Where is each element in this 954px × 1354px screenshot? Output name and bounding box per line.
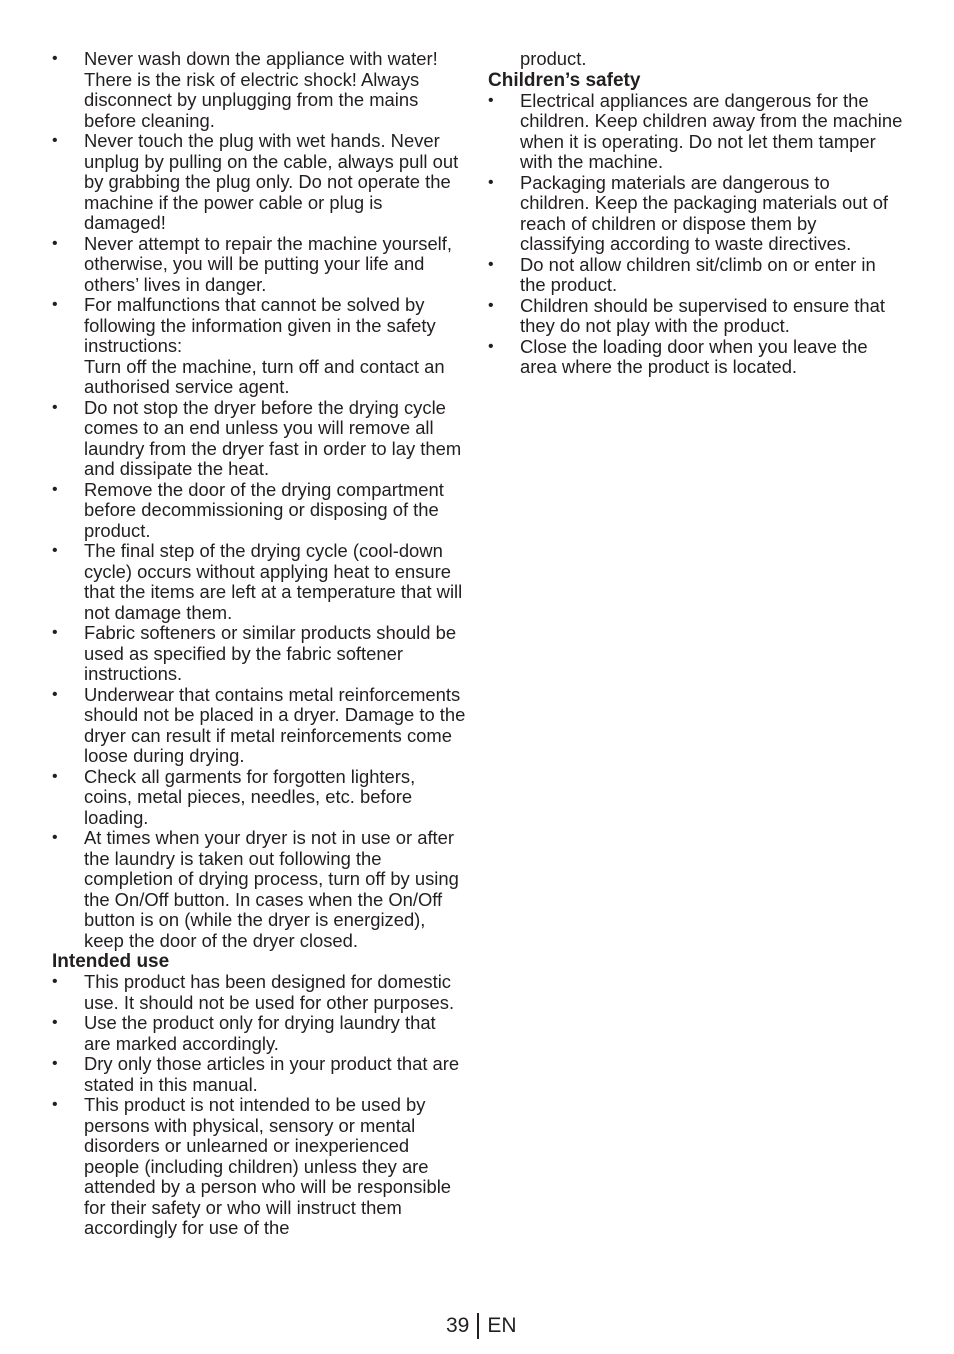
bullet-glyph: • <box>488 337 494 355</box>
list-item: • Never attempt to repair the machine yourself, otherwise, you will be putting your life and others’ lives in danger. <box>52 232 452 295</box>
list-item: • Close the loading door when you leave the area where the product is located. <box>488 335 868 377</box>
list-item: • Use the product only for drying laundry that are marked accordingly. <box>52 1012 436 1054</box>
bullet-glyph: • <box>52 767 58 785</box>
left-column <box>52 49 467 1239</box>
list-item: • Dry only those articles in your product that are stated in this manual. <box>52 1053 460 1095</box>
page-number: 39 <box>446 1314 470 1337</box>
footer-separator <box>477 1313 479 1339</box>
list-item: • At times when your dryer is not in use or after the laundry is taken out following the completion of drying process, turn off by using the On/Off button. In cases when the On/Off button is on (while the dryer is energized), keep the door of the dryer closed. <box>52 827 459 951</box>
list-item: • Never touch the plug with wet hands. Never unplug by pulling on the cable, always pull out by grabbing the plug only. Do not operate the machine if the power cable or plug is damaged! <box>52 130 459 233</box>
bullet-glyph: • <box>52 829 58 846</box>
bullet-glyph: • <box>52 1096 58 1113</box>
list-item: • Fabric softeners or similar products should be used as specified by the fabric softener instructions. <box>52 622 457 684</box>
bullet-glyph: • <box>52 234 58 252</box>
list-item: • Electrical appliances are dangerous for the children. Keep children away from the machine when it is operating. Do not let them tamper with the machine. <box>488 89 903 172</box>
list-item: • Children should be supervised to ensure that they do not play with the product. <box>488 294 885 336</box>
bullet-glyph: • <box>52 1055 58 1072</box>
bullet-glyph: • <box>52 1014 58 1031</box>
bullet-glyph: • <box>52 50 58 67</box>
list-item: • Check all garments for forgotten lighters, coins, metal pieces, needles, etc. before loading. <box>52 765 416 828</box>
list-item: • This product is not intended to be used by persons with physical, sensory or mental disorders or unlearned or inexperienced people (including children) unless they are attended by a person who will be responsible for their safety or who will instruct them accordingly for use of the <box>52 1094 452 1238</box>
safety-list <box>52 49 467 951</box>
list-item: • The final step of the drying cycle (cool-down cycle) occurs without applying heat to ensure that the items are left at a temperature that will not damage them. <box>52 540 463 623</box>
list-item: • Remove the door of the drying compartment before decommissioning or disposing of the product. <box>52 478 444 541</box>
page-footer <box>446 1313 517 1339</box>
intended-use-list <box>52 972 467 1239</box>
continued-text: product. <box>520 48 587 69</box>
list-item: • For malfunctions that cannot be solved by following the information given in the safety instructions: Turn off the machine, turn off and contact an authorised service agent. <box>52 294 445 397</box>
list-item: • Do not stop the dryer before the drying cycle comes to an end unless you will remove all laundry from the dryer fast in order to lay them and dissipate the heat. <box>52 396 462 479</box>
list-item: • Underwear that contains metal reinforcements should not be placed in a dryer. Damage to the dryer can result if metal reinforcements come loose during drying. <box>52 683 466 766</box>
bullet-glyph: • <box>488 173 494 191</box>
language-code: EN <box>487 1314 517 1337</box>
bullet-glyph: • <box>52 624 58 641</box>
bullet-glyph: • <box>52 973 58 990</box>
bullet-glyph: • <box>52 685 58 703</box>
right-column <box>488 49 903 378</box>
bullet-glyph: • <box>52 542 58 559</box>
list-item: • This product has been designed for domestic use. It should not be used for other purposes. <box>52 971 455 1013</box>
bullet-glyph: • <box>52 398 58 416</box>
section-heading-intended-use: Intended use <box>52 951 170 972</box>
bullet-glyph: • <box>52 296 58 313</box>
childrens-safety-list <box>488 91 903 378</box>
bullet-glyph: • <box>488 91 494 109</box>
section-heading-childrens-safety: Children’s safety <box>488 69 641 91</box>
list-item: • Packaging materials are dangerous to children. Keep the packaging materials out of reach of children or dispose them by classifying according to waste directives. <box>488 171 889 254</box>
bullet-glyph: • <box>52 132 58 149</box>
bullet-glyph: • <box>488 255 494 273</box>
bullet-glyph: • <box>52 480 58 498</box>
list-item: • Never wash down the appliance with water! There is the risk of electric shock! Always disconnect by unplugging from the mains before cleaning. <box>52 48 438 131</box>
list-item: • Do not allow children sit/climb on or enter in the product. <box>488 253 876 295</box>
bullet-glyph: • <box>488 296 494 314</box>
